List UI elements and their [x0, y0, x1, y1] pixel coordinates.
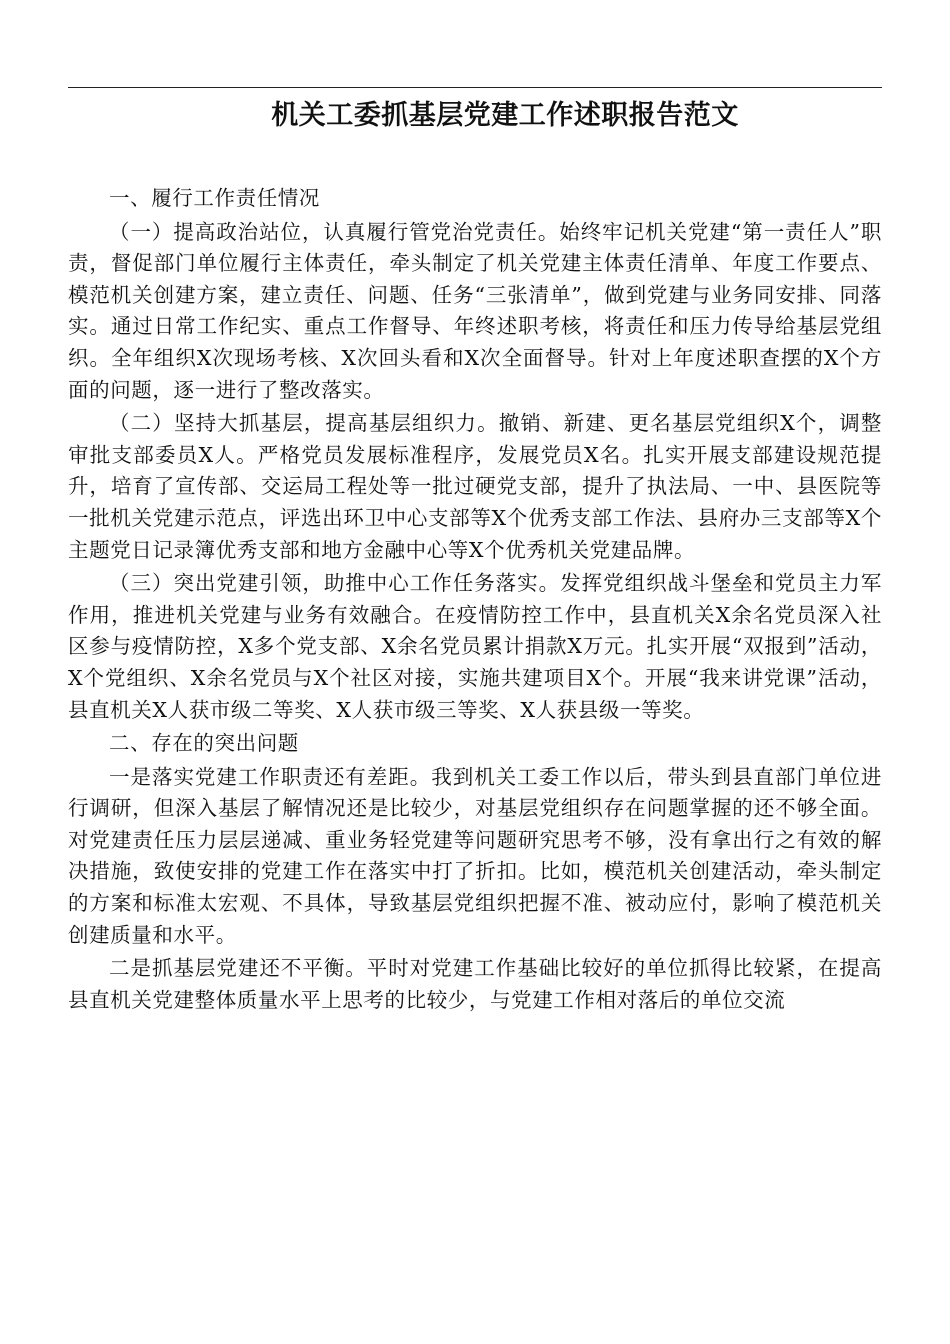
document-title: 机关工委抓基层党建工作述职报告范文 [271, 100, 739, 131]
section-heading-2: 二、存在的突出问题 [109, 731, 299, 756]
header-rule [68, 87, 882, 88]
paragraph-3: （三）突出党建引领，助推中心工作任务落实。发挥党组织战斗堡垒和党员主力军作用，推进机关党建与业务有效融合。在疫情防控工作中，县直机关X余名党员深入社区参与疫情防控，X多个党支部、X余名党员累计捐款X万元。扎实开展“双报到”活动，X个党组织、X余名党员与X个社区对接，实施共建项目X个。开展“我来讲党课”活动，县直机关X人获市级二等奖、X人获市级三等奖、X人获县级一等奖。 [68, 571, 882, 722]
paragraph-4: 一是落实党建工作职责还有差距。我到机关工委工作以后，带头到县直部门单位进行调研，但深入基层了解情况还是比较少，对基层党组织存在问题掌握的还不够全面。对党建责任压力层层递减、重业务轻党建等问题研究思考不够，没有拿出行之有效的解决措施，致使安排的党建工作在落实中打了折扣。比如，模范机关创建活动，牵头制定的方案和标准太宏观、不具体，导致基层党组织把握不准、被动应付，影响了模范机关创建质量和水平。 [68, 764, 882, 947]
section-heading-1: 一、履行工作责任情况 [109, 186, 320, 210]
paragraph-2: （二）坚持大抓基层，提高基层组织力。撤销、新建、更名基层党组织X个，调整审批支部委员X人。严格党员发展标准程序，发展党员X名。扎实开展支部建设规范提升，培育了宣传部、交运局工程处等一批过硬党支部，提升了执法局、一中、县医院等一批机关党建示范点，评选出环卫中心支部等X个优秀支部工作法、县府办三支部等X个主题党日记录簿优秀支部和地方金融中心等X个优秀机关党建品牌。 [68, 411, 882, 562]
paragraph-5: 二是抓基层党建还不平衡。平时对党建工作基础比较好的单位抓得比较紧，在提高县直机关党建整体质量水平上思考的比较少，与党建工作相对落后的单位交流 [68, 956, 882, 1012]
paragraph-1: （一）提高政治站位，认真履行管党治党责任。始终牢记机关党建“第一责任人”职责，督促部门单位履行主体责任，牵头制定了机关党建主体责任清单、年度工作要点、模范机关创建方案，建立责任、问题、任务“三张清单”，做到党建与业务同安排、同落实。通过日常工作纪实、重点工作督导、年终述职考核，将责任和压力传导给基层党组织。全年组织X次现场考核、X次回头看和X次全面督导。针对上年度述职查摆的X个方面的问题，逐一进行了整改落实。 [68, 219, 882, 402]
document-body [68, 183, 882, 1016]
